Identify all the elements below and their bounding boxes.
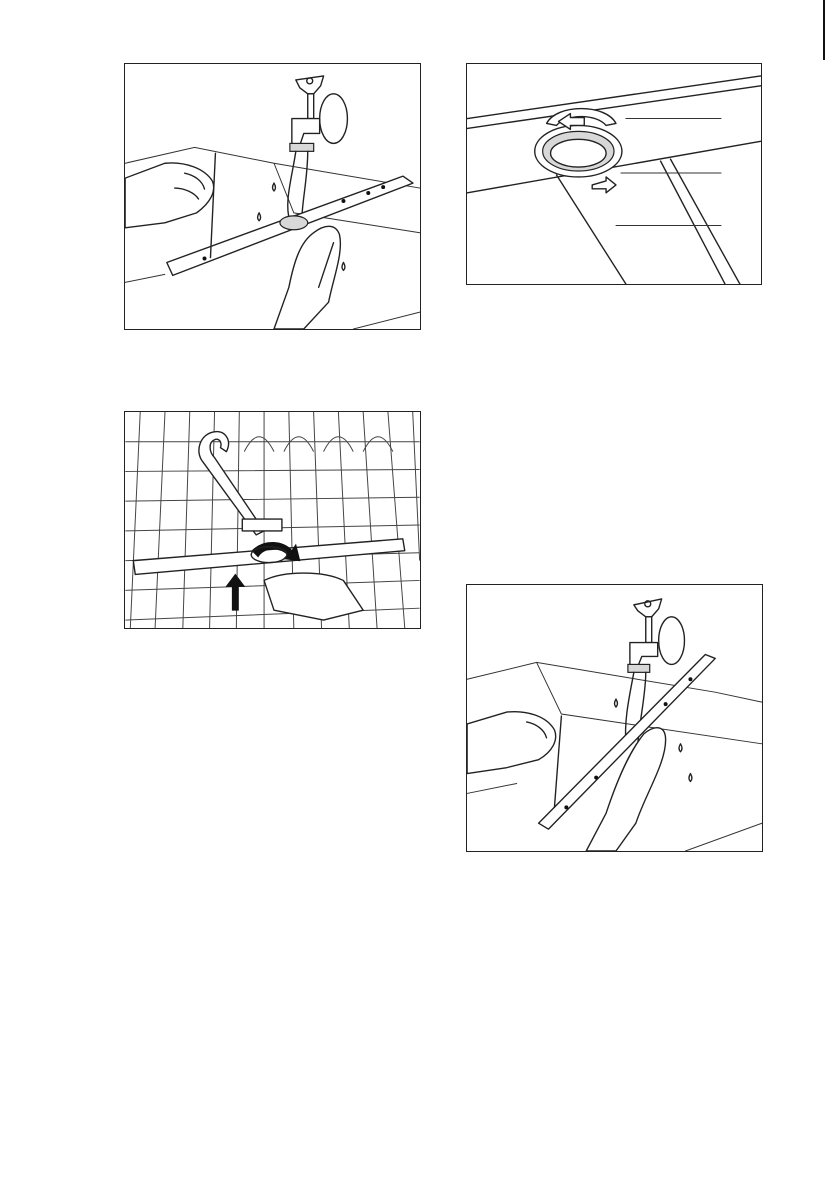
illustration-spray-arm-under-tap [125, 64, 420, 329]
illustration-bayonet-lock [467, 64, 761, 284]
page-edge-mark [823, 0, 825, 60]
illustration-long-spray-arm-under-tap [467, 585, 762, 851]
figure-remove-upper-spray-arm [124, 411, 421, 629]
figure-bayonet-lock-detail [466, 63, 762, 285]
figure-rinse-upper-spray-arm [466, 584, 763, 852]
figure-rinse-lower-spray-arm [124, 63, 421, 330]
illustration-basket-spray-arm [125, 412, 420, 628]
